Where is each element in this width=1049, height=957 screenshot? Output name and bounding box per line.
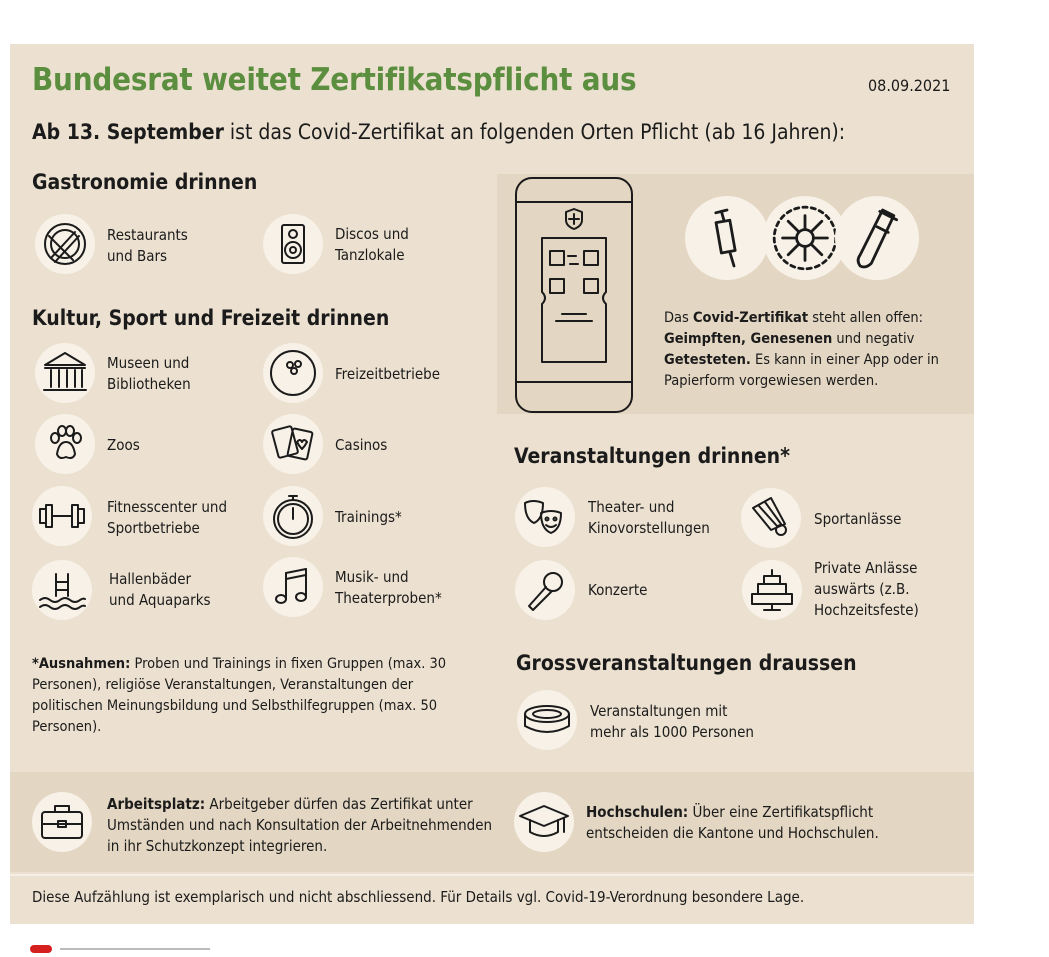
briefcase-icon bbox=[32, 792, 92, 852]
label-gross: Veranstaltungen mit mehr als 1000 Personen bbox=[590, 702, 754, 741]
footer-divider bbox=[10, 874, 974, 876]
gastro-heading: Gastronomie drinnen bbox=[32, 170, 258, 194]
publish-date: 08.09.2021 bbox=[868, 76, 951, 95]
page-title: Bundesrat weitet Zertifikatspflicht aus bbox=[32, 62, 637, 98]
label-fitness: Fitnesscenter und Sportbetriebe bbox=[107, 498, 228, 537]
wedding-cake-icon bbox=[742, 560, 802, 620]
label-discos: Discos und Tanzlokale bbox=[335, 225, 409, 264]
label-konzerte: Konzerte bbox=[588, 581, 648, 599]
certificate-text: Das Covid-Zertifikat steht allen offen: Geimpften, Genesenen und negativ Getesteten. Es kann in einer App oder in Papierform vorgewiesen werden. bbox=[664, 310, 939, 389]
music-note-icon bbox=[263, 557, 323, 617]
test-tube-icon bbox=[835, 196, 919, 280]
label-zoos: Zoos bbox=[107, 436, 140, 454]
label-casinos: Casinos bbox=[335, 436, 388, 454]
stopwatch-icon bbox=[263, 486, 323, 546]
label-museen: Museen und Bibliotheken bbox=[107, 354, 191, 393]
gross-heading: Grossveranstaltungen draussen bbox=[516, 651, 857, 675]
microphone-icon bbox=[515, 560, 575, 620]
shuttlecock-icon bbox=[741, 488, 801, 548]
subtitle bbox=[32, 120, 845, 144]
graduation-cap-icon bbox=[514, 792, 574, 852]
logo-strip bbox=[30, 938, 230, 946]
subtitle-text: ist das Covid-Zertifikat an folgenden Orten Pflicht (ab 16 Jahren): bbox=[223, 120, 846, 144]
label-theater: Theater- und Kinovorstellungen bbox=[588, 498, 710, 537]
label-trainings: Trainings* bbox=[335, 508, 402, 526]
playing-cards-icon bbox=[263, 414, 323, 474]
plate-cutlery-icon bbox=[35, 214, 95, 274]
syringe-icon bbox=[685, 196, 769, 280]
paw-icon bbox=[35, 414, 95, 474]
museum-icon bbox=[35, 343, 95, 403]
bowling-ball-icon bbox=[263, 343, 323, 403]
dumbbell-icon bbox=[32, 486, 92, 546]
label-sport: Sportanlässe bbox=[814, 510, 902, 528]
label-freizeit: Freizeitbetriebe bbox=[335, 365, 441, 383]
label-hallenbaeder: Hallenbäder und Aquaparks bbox=[109, 570, 211, 609]
footer-disclaimer: Diese Aufzählung ist exemplarisch und nicht abschliessend. Für Details vgl. Covid-19-Verordnung besondere Lage. bbox=[32, 888, 805, 906]
phone-certificate-icon bbox=[514, 176, 634, 414]
veranstaltungen-heading: Veranstaltungen drinnen* bbox=[514, 444, 790, 468]
kultur-heading: Kultur, Sport und Freizeit drinnen bbox=[32, 306, 390, 330]
swimming-pool-icon bbox=[32, 560, 92, 620]
label-restaurants: Restaurants und Bars bbox=[107, 226, 188, 265]
stadium-icon bbox=[517, 690, 577, 750]
speaker-icon bbox=[263, 214, 323, 274]
workplace-text: Arbeitsplatz: Arbeitgeber dürfen das Zertifikat unter Umständen und nach Konsultation der Arbeitnehmenden in ihr Schutzkonzept integrieren. bbox=[107, 795, 493, 855]
exceptions-note: *Ausnahmen: Proben und Trainings in fixen Gruppen (max. 30 Personen), religiöse Veranstaltungen, Veranstaltungen der politischen Meinungsbildung und Selbsthilfegruppen (max. 50 Personen). bbox=[32, 656, 447, 735]
label-private: Private Anlässe auswärts (z.B. Hochzeitsfeste) bbox=[814, 559, 919, 619]
theater-masks-icon bbox=[515, 487, 575, 547]
university-text: Hochschulen: Über eine Zertifikatspflicht entscheiden die Kantone und Hochschulen. bbox=[586, 803, 879, 842]
label-musik: Musik- und Theaterproben* bbox=[335, 568, 442, 607]
subtitle-date: Ab 13. September bbox=[32, 120, 224, 144]
